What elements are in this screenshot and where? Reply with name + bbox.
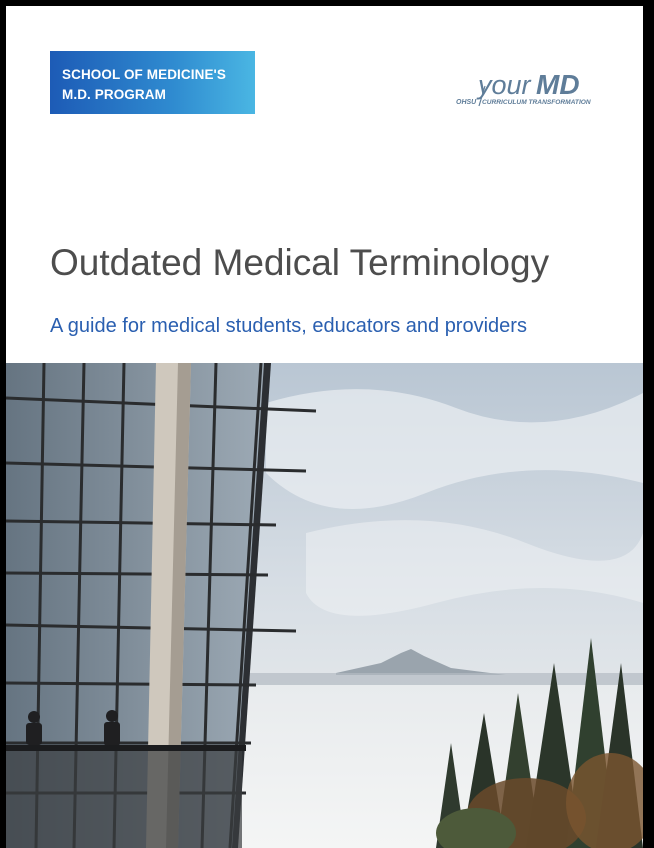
cover-photo	[6, 363, 643, 848]
logo-ohsu-text: OHSU	[456, 99, 477, 106]
document-cover-page	[6, 6, 643, 848]
program-badge-line1: SCHOOL OF MEDICINE'S	[62, 67, 226, 82]
program-badge-line2: M.D. PROGRAM	[62, 87, 166, 102]
yourmd-logo	[446, 62, 606, 108]
page-subtitle: A guide for medical students, educators and providers	[50, 315, 527, 337]
program-badge	[50, 51, 255, 114]
logo-tagline-text: CURRICULUM TRANSFORMATION	[482, 99, 591, 106]
logo-your-text: your	[478, 70, 531, 100]
logo-md-text: MD	[536, 69, 580, 100]
hills	[246, 673, 643, 687]
floor-ledge	[6, 745, 246, 751]
lower-floor	[6, 751, 242, 848]
page-title: Outdated Medical Terminology	[50, 242, 550, 283]
